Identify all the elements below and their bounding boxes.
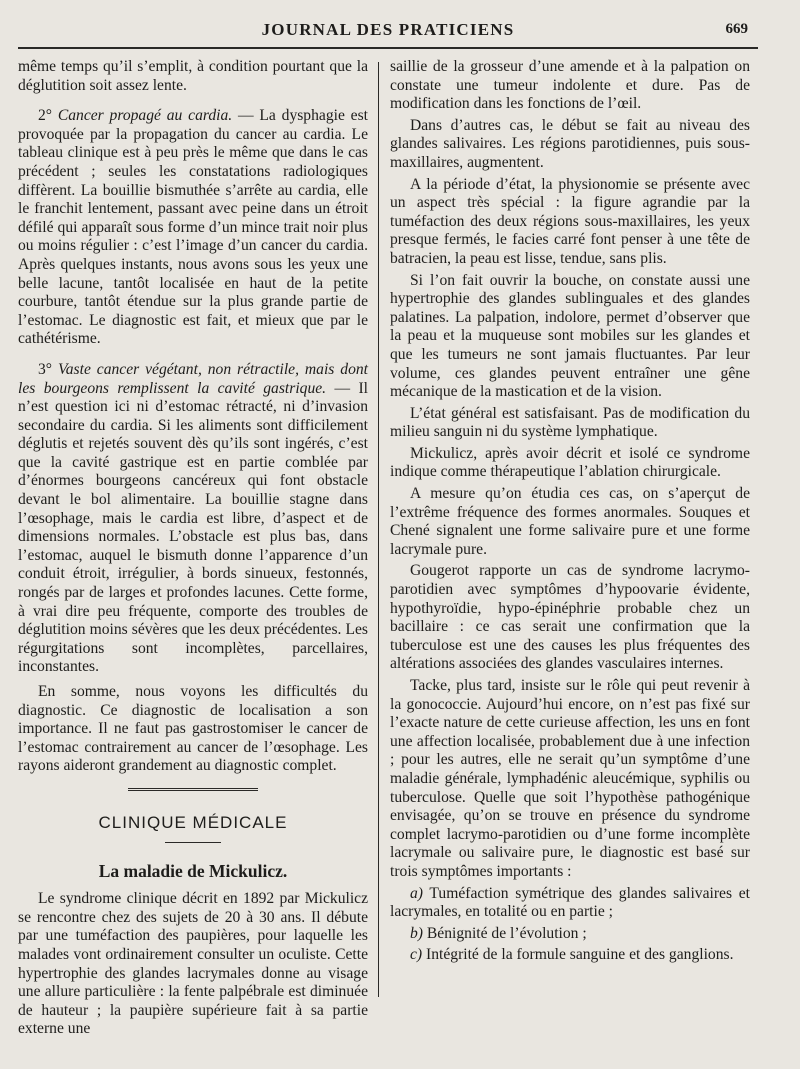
left-column [18,58,368,1042]
running-head [18,14,758,48]
title-rule [165,842,221,843]
paragraph-text: — Il n’est question ici ni d’estomac rétracté, ni d’invasion secondaire du cardia. Si les aliments sont difficilement déglutis et rejetés souvent dès qu’ils sont ingérés, c’est que la cavité gastrique est en partie comblée par d’énormes bourgeons cancéreux qui font obstacle devant le bol alimentaire. La bouillie stagne dans l’œsophage, mais le cardia est libre, d’aspect et de dimensions normales. L’obstacle est plus bas, dans l’estomac, auquel le bismuth donne l’apparence d’un conduit étroit, irrégulier, à bords sinueux, festonnés, rongés par de larges et profondes lacunes. Cette forme, à vrai dire peu fréquente, comporte des troubles de déglutition moins sévères que les deux précédentes. Les régurgitations sont incomplètes, parcellaires, inconstantes. [18,379,368,676]
paragraph: Si l’on fait ouvrir la bouche, on constate aussi une hypertrophie des glandes sublinguales et des glandes palatines. La palpation, indolore, permet d’observer que la peau et la muqueuse sont mobiles sur les glandes et que les tumeurs ne sont jamais fluctuantes. Par leur volume, ces glandes peuvent entraîner une gêne mécanique de la mastication et de la vision. [390,271,750,401]
paragraph-text: — La dysphagie est provoquée par la propagation du cancer au cardia. Le tableau clinique est à peu près le même que dans le cas précédent ; seules les constatations radiologiques diffèrent. La bouillie bismuthée s’arrête au cardia, elle le franchit lentement, passant avec peine dans un étroit défilé qui apparaît sous forme d’un mince trait noir plus ou moins régulier : c’est l’image d’un cancer du cardia. Après quelques instants, nous avons sous les yeux une belle lacune, tantôt localisée en haut de la petite courbure, tantôt étendue sur la plus grande partie de l’estomac. Le diagnostic est fait, et mieux que par le cathétérisme. [18,107,368,348]
right-column [390,58,750,968]
list-text: Tuméfaction symétrique des glandes salivaires et lacrymales, en totalité ou en partie ; [390,884,750,921]
journal-title: JOURNAL DES PRATICIENS [261,20,515,39]
paragraph: Tacke, plus tard, insiste sur le rôle qui peut revenir à la gonococcie. Aujourd’hui encore, on n’est pas fixé sur l’exacte nature de cette curieuse affection, les uns en font une affection localisée, probablement due à une infection ; pour les autres, elle ne serait qu’un symptôme d’une maladie générale, lymphadénic aleucémique, syphilis ou tuberculose. Quelle que soit l’hypothèse pathogénique envisagée, qu’on se trouve en présence du syndrome complet lacrymo-parotidien ou d’une forme incomplète lacrymale ou salivaire pure, le diagnostic est basé sur trois symptômes importants : [390,677,750,880]
paragraph: A mesure qu’on étudia ces cas, on s’aperçut de l’extrême fréquence des formes anormales. Souques et Chené signalent une forme salivaire pure et une forme lacrymale pure. [390,485,750,558]
section-title: CLINIQUE MÉDICALE [98,812,288,832]
paragraph-heading: Vaste cancer végétant, non rétractile, mais dont les bourgeons remplissent la cavité gastrique. [18,360,368,397]
column-divider [378,62,379,997]
paragraph: L’état général est satisfaisant. Pas de modification du milieu sanguin ni du système lymphatique. [390,404,750,441]
list-marker: b) [410,924,423,942]
article-title: La maladie de Mickulicz. [98,860,288,881]
paragraph: Gougerot rapporte un cas de syndrome lacrymo-parotidien avec symptômes d’hypoovarie évidente, hypothyroïdie, hypo-épinéphrie probable chez un bacillaire : ce cas serait une confirmation que la tuberculose est une des causes les plus fréquentes des altérations associées des glandes vasculaires internes. [390,562,750,673]
paragraph-intro: Le syndrome clinique décrit en 1892 par Mickulicz se rencontre chez des sujets de 20 à 30 ans. Il débute par une tuméfaction des paupières, pour laquelle les malades vont ordinairement consulter un oculiste. Cette hypertrophie des glandes lacrymales donne au visage une allure particulière : la fente palpébrale est diminuée de hauteur ; la paupière supérieure fait à sa partie externe une [18,890,368,1038]
paragraph-number: 3° [38,360,58,378]
list-marker: c) [410,946,423,964]
list-item [390,885,750,922]
paragraph-cancer-cardia [18,107,368,349]
list-text: Intégrité de la formule sanguine et des ganglions. [422,946,734,964]
paragraph: Mickulicz, après avoir décrit et isolé ce syndrome indique comme thérapeutique l’ablation chirurgicale. [390,444,750,481]
paragraph-summary: En somme, nous voyons les difficultés du diagnostic. Ce diagnostic de localisation a son importance. Il ne faut pas gastrostomiser le cancer de l’estomac contrairement au cancer de l’œsophage. Les rayons aideront grandement au diagnostic complet. [18,683,368,775]
paragraph-heading: Cancer propagé au cardia. [57,107,233,125]
section-separator [128,788,258,794]
list-marker: a) [410,884,423,902]
paragraph: A la période d’état, la physionomie se présente avec un aspect très spécial : la figure agrandie par la tuméfaction des deux régions sous-maxillaires, les yeux presque fermés, le facies carré font penser à une tête de batracien, la peau est lisse, tendue, sans plis. [390,175,750,267]
paragraph-number: 2° [38,107,58,125]
paragraph: même temps qu’il s’emplit, à condition pourtant que la déglutition soit assez lente. [18,58,368,94]
paragraph: Dans d’autres cas, le début se fait au niveau des glandes salivaires. Les régions parotidiennes, puis sous-maxillaires, augmentent. [390,116,750,171]
paragraph: saillie de la grosseur d’une amende et à la palpation on constate une tumeur indolente et dure. Pas de modification dans les fonctions de l’œil. [390,58,750,113]
list-item [390,946,750,965]
list-text: Bénignité de l’évolution ; [423,924,587,942]
list-item [390,925,750,944]
paragraph-cancer-vegetant [18,361,368,677]
page-number: 669 [725,21,748,37]
header-rule [18,47,758,49]
